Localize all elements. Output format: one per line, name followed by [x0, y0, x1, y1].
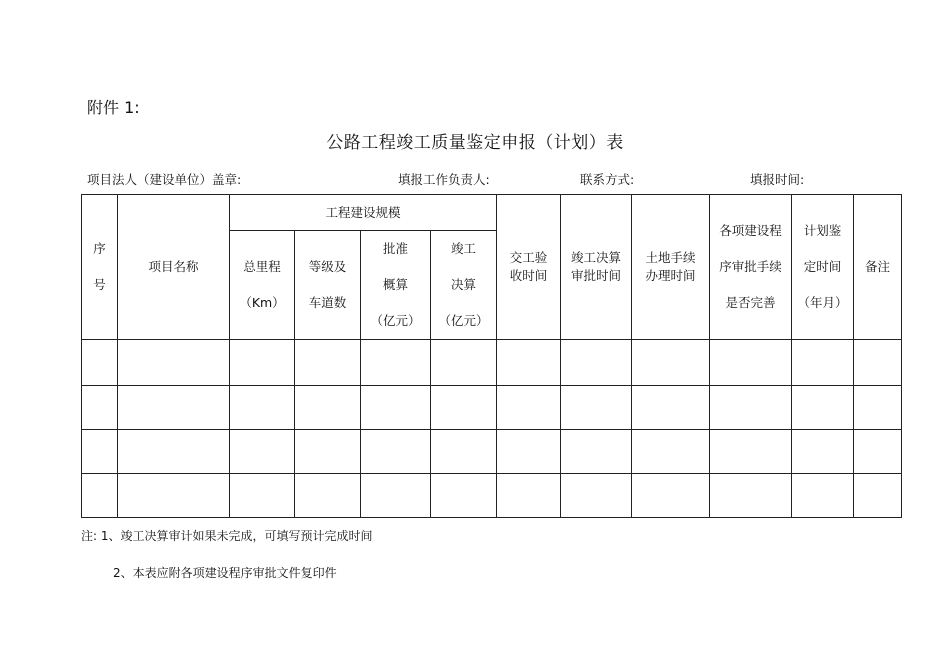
table-cell[interactable]: [82, 430, 118, 474]
info-legal-person: 项目法人（建设单位）盖章:: [87, 172, 242, 187]
table-cell[interactable]: [854, 340, 902, 386]
table-cell[interactable]: [230, 430, 295, 474]
header-row-1: [82, 195, 902, 231]
table-cell[interactable]: [632, 386, 710, 430]
table-cell[interactable]: [295, 430, 361, 474]
header-budget: 批准 概算 （亿元）: [361, 231, 431, 340]
table-cell[interactable]: [295, 474, 361, 518]
table-cell[interactable]: [561, 474, 632, 518]
table-cell[interactable]: [561, 340, 632, 386]
table-cell[interactable]: [561, 430, 632, 474]
page-title: 公路工程竣工质量鉴定申报（计划）表: [326, 133, 624, 153]
table-cell[interactable]: [792, 340, 854, 386]
header-grade: 等级及 车道数: [295, 231, 361, 340]
info-contact: 联系方式:: [580, 172, 635, 187]
table-row: [82, 386, 902, 430]
header-remark: 备注: [854, 195, 902, 340]
table-cell[interactable]: [431, 386, 497, 430]
note-1: 注: 1、竣工决算审计如果未完成，可填写预计完成时间: [81, 529, 373, 543]
table-cell[interactable]: [854, 474, 902, 518]
table-cell[interactable]: [82, 386, 118, 430]
table-row: [82, 474, 902, 518]
info-fill-time: 填报时间:: [750, 172, 805, 187]
table-cell[interactable]: [854, 386, 902, 430]
table-cell[interactable]: [561, 386, 632, 430]
table-cell[interactable]: [497, 340, 561, 386]
table-cell[interactable]: [295, 386, 361, 430]
header-final-account: 竣工 决算 （亿元）: [431, 231, 497, 340]
header-audit-time: 竣工决算 审批时间: [561, 195, 632, 340]
header-scale: 工程建设规模: [230, 195, 497, 231]
header-plan-time: 计划鉴 定时间 （年月）: [792, 195, 854, 340]
table-cell[interactable]: [710, 340, 792, 386]
table-cell[interactable]: [632, 474, 710, 518]
table-cell[interactable]: [497, 474, 561, 518]
header-project-name: 项目名称: [118, 195, 230, 340]
table-cell[interactable]: [632, 340, 710, 386]
table-cell[interactable]: [361, 430, 431, 474]
table-cell[interactable]: [118, 340, 230, 386]
header-land-time: 土地手续 办理时间: [632, 195, 710, 340]
table-cell[interactable]: [431, 474, 497, 518]
table-cell[interactable]: [497, 430, 561, 474]
table-cell[interactable]: [431, 430, 497, 474]
attachment-label: 附件 1:: [87, 98, 140, 117]
table-cell[interactable]: [792, 430, 854, 474]
table-cell[interactable]: [82, 474, 118, 518]
table-cell[interactable]: [431, 340, 497, 386]
note-2: 2、本表应附各项建设程序审批文件复印件: [113, 566, 337, 580]
table-cell[interactable]: [295, 340, 361, 386]
header-seq: 序 号: [82, 195, 118, 340]
table-cell[interactable]: [118, 430, 230, 474]
table-cell[interactable]: [118, 474, 230, 518]
table-cell[interactable]: [710, 474, 792, 518]
table-cell[interactable]: [497, 386, 561, 430]
table-row: [82, 430, 902, 474]
table-cell[interactable]: [230, 474, 295, 518]
table-cell[interactable]: [632, 430, 710, 474]
table-cell[interactable]: [361, 474, 431, 518]
table-cell[interactable]: [230, 340, 295, 386]
table-cell[interactable]: [82, 340, 118, 386]
info-filler: 填报工作负责人:: [398, 172, 490, 187]
table-cell[interactable]: [118, 386, 230, 430]
table-cell[interactable]: [710, 386, 792, 430]
table-cell[interactable]: [230, 386, 295, 430]
header-procedures: 各项建设程 序审批手续 是否完善: [710, 195, 792, 340]
table-row: [82, 340, 902, 386]
table-cell[interactable]: [361, 340, 431, 386]
header-mileage: 总里程 （Km）: [230, 231, 295, 340]
table-cell[interactable]: [710, 430, 792, 474]
declaration-table: [81, 194, 902, 518]
table-cell[interactable]: [854, 430, 902, 474]
table-cell[interactable]: [361, 386, 431, 430]
table-cell[interactable]: [792, 474, 854, 518]
table-cell[interactable]: [792, 386, 854, 430]
header-acceptance-time: 交工验 收时间: [497, 195, 561, 340]
